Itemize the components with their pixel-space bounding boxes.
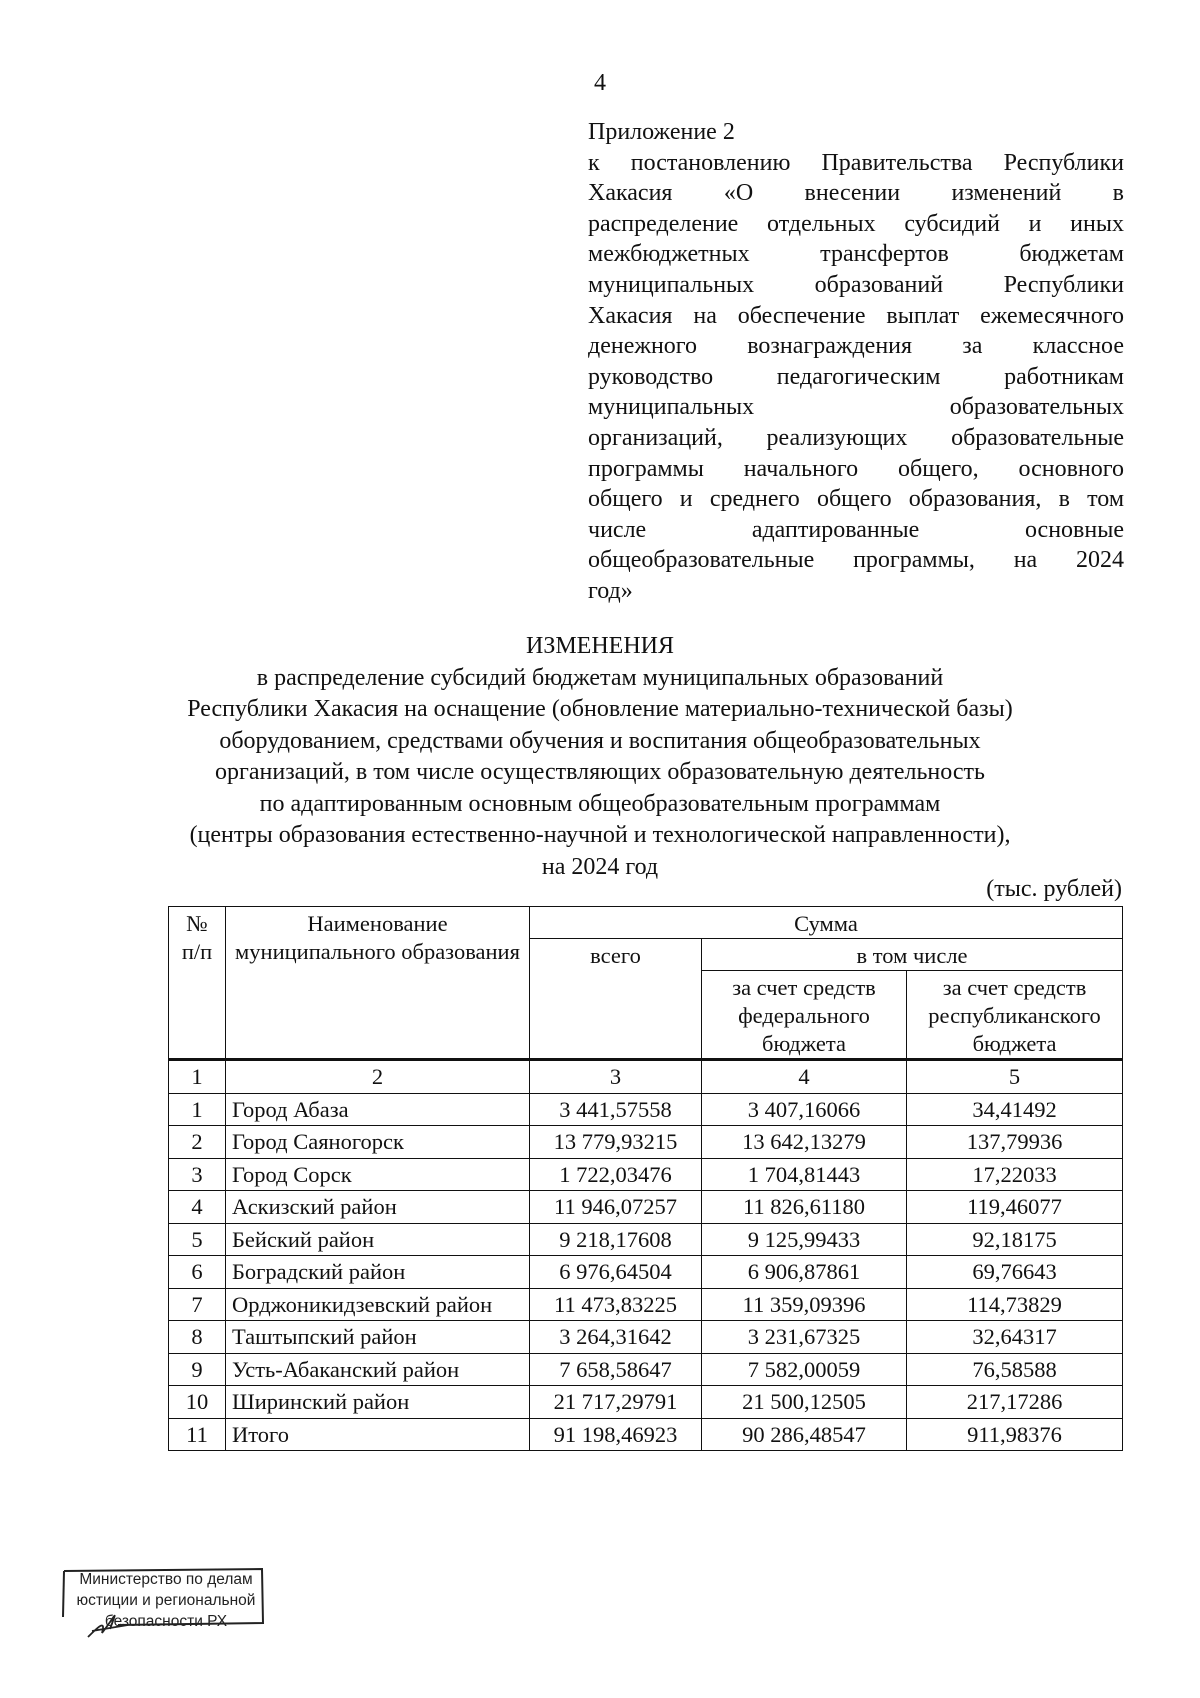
federal-amount: 7 582,00059 <box>702 1353 907 1386</box>
appendix-block <box>588 117 1124 607</box>
stamp-line: безопасности РХ <box>104 1613 228 1630</box>
header-federal: за счет средств федерального бюджета <box>702 971 907 1060</box>
column-number: 3 <box>530 1060 702 1094</box>
header-name: Наименование муниципального образования <box>226 907 530 1060</box>
table-row <box>169 1386 1123 1419</box>
row-number: 2 <box>169 1126 226 1159</box>
republican-amount: 76,58588 <box>907 1353 1123 1386</box>
table-row <box>169 1418 1123 1451</box>
stamp-text <box>68 1569 264 1632</box>
row-number: 11 <box>169 1418 226 1451</box>
total-amount: 1 722,03476 <box>530 1158 702 1191</box>
appendix-line: год» <box>588 577 633 604</box>
subsidy-table <box>168 906 1123 1451</box>
municipality-name: Орджоникидзевский район <box>226 1288 530 1321</box>
row-number: 7 <box>169 1288 226 1321</box>
republican-amount: 92,18175 <box>907 1223 1123 1256</box>
row-number: 1 <box>169 1093 226 1126</box>
appendix-line: межбюджетных трансфертов бюджетам <box>588 241 1124 268</box>
republican-amount: 217,17286 <box>907 1386 1123 1419</box>
page-number: 4 <box>594 70 606 96</box>
federal-amount: 90 286,48547 <box>702 1418 907 1451</box>
column-number: 2 <box>226 1060 530 1094</box>
table-row <box>169 1158 1123 1191</box>
header-including: в том числе <box>702 939 1123 971</box>
column-number: 5 <box>907 1060 1123 1094</box>
municipality-name: Город Саяногорск <box>226 1126 530 1159</box>
municipality-name: Аскизский район <box>226 1191 530 1224</box>
appendix-line: Приложение 2 <box>588 119 735 145</box>
appendix-line: муниципальных образовательных <box>588 394 1124 421</box>
units-label: (тыс. рублей) <box>986 876 1122 902</box>
total-amount: 91 198,46923 <box>530 1418 702 1451</box>
total-amount: 3 264,31642 <box>530 1321 702 1354</box>
federal-amount: 1 704,81443 <box>702 1158 907 1191</box>
republican-amount: 69,76643 <box>907 1256 1123 1289</box>
republican-amount: 32,64317 <box>907 1321 1123 1354</box>
municipality-name: Усть-Абаканский район <box>226 1353 530 1386</box>
appendix-line: организаций, реализующих образовательные <box>588 424 1124 451</box>
federal-amount: 3 407,16066 <box>702 1093 907 1126</box>
appendix-line: распределение отдельных субсидий и иных <box>588 210 1124 237</box>
appendix-line: Хакасия «О внесении изменений в <box>588 180 1124 207</box>
table-row <box>169 1223 1123 1256</box>
ministry-stamp <box>58 1567 266 1639</box>
row-number: 9 <box>169 1353 226 1386</box>
header-total: всего <box>530 939 702 1060</box>
total-amount: 7 658,58647 <box>530 1353 702 1386</box>
row-number: 3 <box>169 1158 226 1191</box>
municipality-name: Боградский район <box>226 1256 530 1289</box>
appendix-line: Хакасия на обеспечение выплат ежемесячного <box>588 302 1124 329</box>
table-row <box>169 1288 1123 1321</box>
total-amount: 21 717,29791 <box>530 1386 702 1419</box>
municipality-name: Город Сорск <box>226 1158 530 1191</box>
appendix-line: общеобразовательные программы, на 2024 <box>588 547 1124 574</box>
column-number: 1 <box>169 1060 226 1094</box>
total-amount: 3 441,57558 <box>530 1093 702 1126</box>
stamp-line: Министерство по делам <box>79 1571 253 1588</box>
federal-amount: 3 231,67325 <box>702 1321 907 1354</box>
heading-subtitle <box>0 663 1200 884</box>
header-republican: за счет средств республиканского бюджета <box>907 971 1123 1060</box>
municipality-name: Город Абаза <box>226 1093 530 1126</box>
total-amount: 11 946,07257 <box>530 1191 702 1224</box>
column-numbers-row <box>169 1060 1123 1094</box>
header-sum: Сумма <box>530 907 1123 939</box>
table-row <box>169 1321 1123 1354</box>
heading-line: по адаптированным основным общеобразовательным программам <box>259 790 941 817</box>
row-number: 4 <box>169 1191 226 1224</box>
republican-amount: 119,46077 <box>907 1191 1123 1224</box>
appendix-line: муниципальных образований Республики <box>588 271 1124 298</box>
appendix-line: числе адаптированные основные <box>588 516 1124 543</box>
row-number: 6 <box>169 1256 226 1289</box>
federal-amount: 6 906,87861 <box>702 1256 907 1289</box>
row-number: 8 <box>169 1321 226 1354</box>
table-row <box>169 1093 1123 1126</box>
appendix-line: руководство педагогическим работникам <box>588 363 1124 390</box>
table-row <box>169 1126 1123 1159</box>
appendix-line: к постановлению Правительства Республики <box>588 149 1124 176</box>
municipality-name: Ширинский район <box>226 1386 530 1419</box>
municipality-name: Бейский район <box>226 1223 530 1256</box>
republican-amount: 114,73829 <box>907 1288 1123 1321</box>
column-number: 4 <box>702 1060 907 1094</box>
federal-amount: 13 642,13279 <box>702 1126 907 1159</box>
table-row <box>169 1191 1123 1224</box>
federal-amount: 11 826,61180 <box>702 1191 907 1224</box>
federal-amount: 21 500,12505 <box>702 1386 907 1419</box>
federal-amount: 9 125,99433 <box>702 1223 907 1256</box>
appendix-line: денежного вознаграждения за классное <box>588 333 1124 360</box>
total-amount: 6 976,64504 <box>530 1256 702 1289</box>
republican-amount: 137,79936 <box>907 1126 1123 1159</box>
heading-line: (центры образования естественно-научной и технологической направленности), <box>189 822 1011 848</box>
municipality-name: Таштыпский район <box>226 1321 530 1354</box>
heading-line: организаций, в том числе осуществляющих образовательную деятельность <box>215 759 985 785</box>
row-number: 5 <box>169 1223 226 1256</box>
document-heading <box>0 631 1200 883</box>
heading-line: на 2024 год <box>541 853 659 880</box>
stamp-line: юстиции и региональной <box>76 1592 256 1609</box>
total-amount: 13 779,93215 <box>530 1126 702 1159</box>
heading-line: Республики Хакасия на оснащение (обновление материально-технической базы) <box>187 696 1013 722</box>
republican-amount: 911,98376 <box>907 1418 1123 1451</box>
table-row <box>169 1353 1123 1386</box>
heading-title: ИЗМЕНЕНИЯ <box>525 633 675 659</box>
municipality-name: Итого <box>226 1418 530 1451</box>
total-amount: 11 473,83225 <box>530 1288 702 1321</box>
total-amount: 9 218,17608 <box>530 1223 702 1256</box>
row-number: 10 <box>169 1386 226 1419</box>
header-num: № п/п <box>169 907 226 1060</box>
heading-line: оборудованием, средствами обучения и воспитания общеобразовательных <box>219 727 981 754</box>
republican-amount: 17,22033 <box>907 1158 1123 1191</box>
heading-line: в распределение субсидий бюджетам муниципальных образований <box>256 664 944 691</box>
appendix-line: программы начального общего, основного <box>588 455 1124 482</box>
table-row <box>169 1256 1123 1289</box>
republican-amount: 34,41492 <box>907 1093 1123 1126</box>
federal-amount: 11 359,09396 <box>702 1288 907 1321</box>
appendix-line: общего и среднего общего образования, в том <box>588 486 1124 513</box>
